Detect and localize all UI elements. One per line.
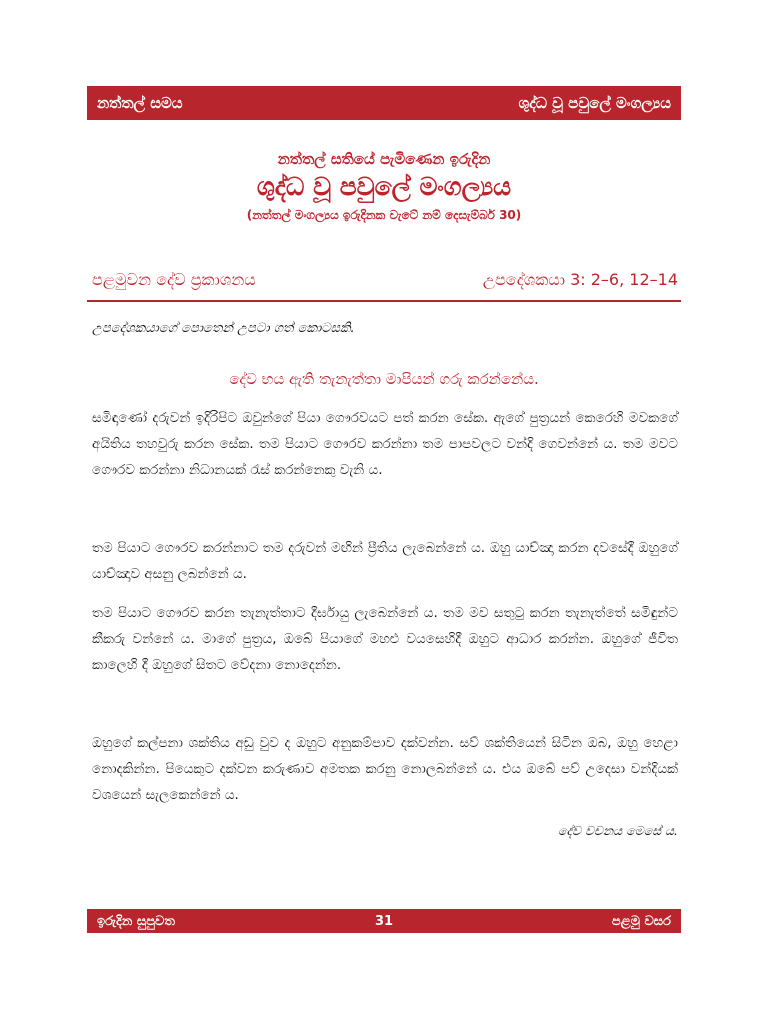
reading-label: පළමුවන දේව ප්‍රකාශනය <box>92 270 256 289</box>
header-season: නත්තල් සමය <box>97 94 183 112</box>
paragraph-1: සමිඳාණෝ දරුවන් ඉදිරිපිට ඔවුන්ගේ පියා ගෞරවයට පත් කරන සේක. ඇගේ පුත්‍රයන් කෙරෙහි මවකගේ අයිතිය තහවුරු කරන සේක. තම පියාට ගෞරව කරන්නා තම පාපවලට වන්දි ගෙවන්නේ ය. තම මවට ගෞරව කරන්නා නිධානයක් රැස් කරන්නෙකු වැනි ය. <box>92 410 678 478</box>
reading-quote: දේව භය ඇති තැනැත්තා මාපියන් ගරු කරන්නේය. <box>229 370 539 388</box>
divider <box>87 300 681 302</box>
reading-reference: උපදේශකයා 3: 2–6, 12–14 <box>482 270 678 289</box>
footer-book-title: ඉරුදින සුපුවත <box>97 913 175 929</box>
paragraph-3: තම පියාට ගෞරව කරන තැනැත්තාට දීර්ඝායු ලැබෙන්නේ ය. තම මව සතුටු කරන තැනැත්තේ සමිඳුන්ට කීකරු වන්නේ ය. මාගේ පුත්‍රය, ඔබේ පියාගේ මහළු වයසෙහිදී ඔහුට ආධාර කරන්න. ඔහුගේ ජීවිත කාලෙහි දී ඔහුගේ සිතට වේදනා නොදෙන්න. <box>92 605 678 673</box>
reading-heading <box>92 270 678 290</box>
paragraph-4: ඔහුගේ කල්පනා ශක්තිය අඩු වුව ද ඔහුට අනුකම්පාව දක්වන්න. සව් ශක්තියෙන් සිටින ඔබ, ඔහු හෙළා නොදකින්න. පියෙකුට දක්වන කරුණාව අමතක කරනු නොලබන්නේ ය. එය ඔබේ පව් උදෙසා වන්දියක් වශයෙන් සැලකෙන්නේ ය. <box>92 735 678 803</box>
footer-year: පළමු වසර <box>611 913 671 929</box>
heading-kicker: නත්තල් සතියේ පැමිණෙන ඉරුදින <box>277 150 491 168</box>
reading-intro: උපදේශකයාගේ පොතෙන් උපටා ගත් කොටසකි. <box>92 321 355 336</box>
top-header-bar <box>87 86 681 120</box>
header-feast: ශුද්ධ වූ පවුලේ මංගල්‍යය <box>518 94 671 112</box>
page-title: ශුද්ධ වූ පවුලේ මංගල්‍යය <box>256 172 512 201</box>
page-number: 31 <box>374 913 394 929</box>
closing-line: දේව වචනය මෙසේ ය. <box>557 823 678 838</box>
paragraph-2: තම පියාට ගෞරව කරන්නාට තම දරුවන් මඟින් ප්‍රීතිය ලැබෙන්නේ ය. ඔහු යාච්ඤා කරන දවසේදී ඔහුගේ යාච්ඤාව අසනු ලබන්නේ ය. <box>92 540 678 582</box>
heading-subtitle: (නත්තල් මංගල්‍යය ඉරුදිනක වැටේ නම් දෙසැම්බර් 30) <box>246 208 522 222</box>
footer-bar <box>87 909 681 933</box>
